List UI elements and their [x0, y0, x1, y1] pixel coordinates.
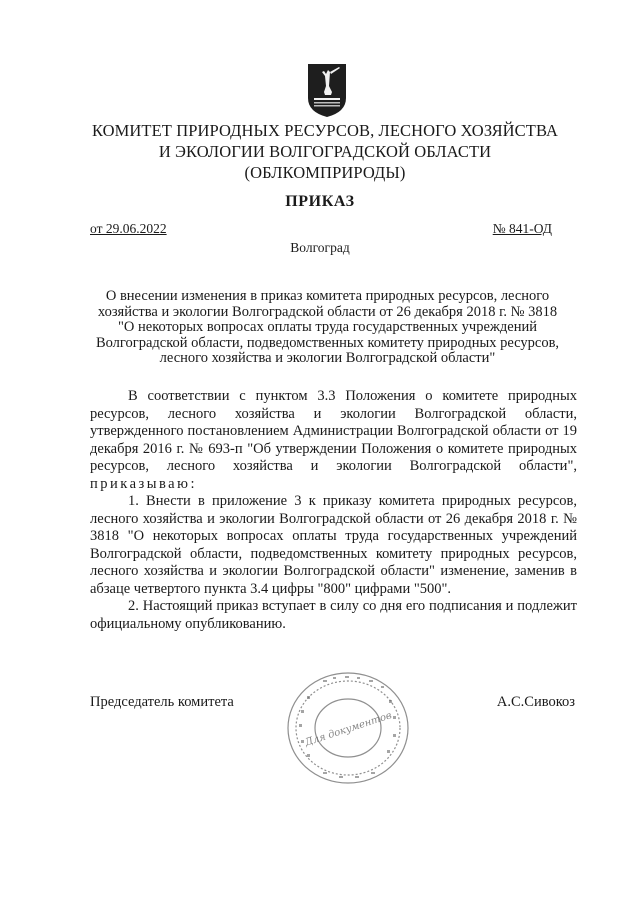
- org-line-1: КОМИТЕТ ПРИРОДНЫХ РЕСУРСОВ, ЛЕСНОГО ХОЗЯЙСТВА: [91, 121, 559, 140]
- signatory-position: Председатель комитета: [90, 694, 234, 710]
- document-date: от 29.06.2022: [90, 221, 167, 236]
- order-word: приказываю: [90, 475, 191, 492]
- preamble-text: В соответствии с пунктом 3.3 Положения о комитете природных ресурсов, лесного хозяйства и экологии Волгоградской области, утвержденного постановлением Администрации Волгоградской области от 19 декабря 2016 г. № 693-п "Об утверждении Положения о комитете природных ресурсов, лесного хозяйства и экологии Волгоградской области",: [90, 388, 577, 474]
- subject-line-4: Волгоградской области, подведомственных комитету природных ресурсов,: [95, 334, 560, 351]
- official-stamp-icon: [283, 668, 413, 788]
- item-2-paragraph: 2. Настоящий приказ вступает в силу со дня его подписания и подлежит официальному опубликованию.: [90, 598, 577, 632]
- preamble-paragraph: [90, 388, 577, 493]
- document-body: [90, 388, 577, 633]
- coat-of-arms-icon: [306, 62, 348, 118]
- subject-line-3: "О некоторых вопросах оплаты труда государственных учреждений: [117, 319, 538, 335]
- subject-line-2: хозяйства и экологии Волгоградской области от 26 декабря 2018 г. № 3818: [97, 303, 558, 320]
- document-city: Волгоград: [290, 240, 350, 255]
- item-1-paragraph: 1. Внести в приложение 3 к приказу комитета природных ресурсов, лесного хозяйства и экологии Волгоградской области от 26 декабря 2018 г. № 3818 "О некоторых вопросах оплаты труда государственных учреждений Волгоградской области, подведомственных комитету природных ресурсов, лесного хозяйства и экологии Волгоградской области" изменение, заменив в абзаце четвертого пункта 3.4 цифры "800" цифрами "500".: [90, 493, 577, 597]
- document-number: № 841-ОД: [492, 221, 552, 236]
- stamp-text: Для документов: [303, 710, 394, 749]
- organization-header: [60, 120, 590, 183]
- document-subject: [80, 289, 575, 367]
- org-line-3: (ОБЛКОМПРИРОДЫ): [244, 163, 406, 182]
- subject-line-1: О внесении изменения в приказ комитета природных ресурсов, лесного: [105, 288, 550, 304]
- order-tail: :: [190, 475, 195, 492]
- document-title: ПРИКАЗ: [285, 193, 355, 210]
- signatory-name: А.С.Сивокоз: [496, 694, 575, 710]
- org-line-2: И ЭКОЛОГИИ ВОЛГОГРАДСКОЙ ОБЛАСТИ: [158, 142, 492, 161]
- subject-line-5: лесного хозяйства и экологии Волгоградской области": [159, 350, 496, 366]
